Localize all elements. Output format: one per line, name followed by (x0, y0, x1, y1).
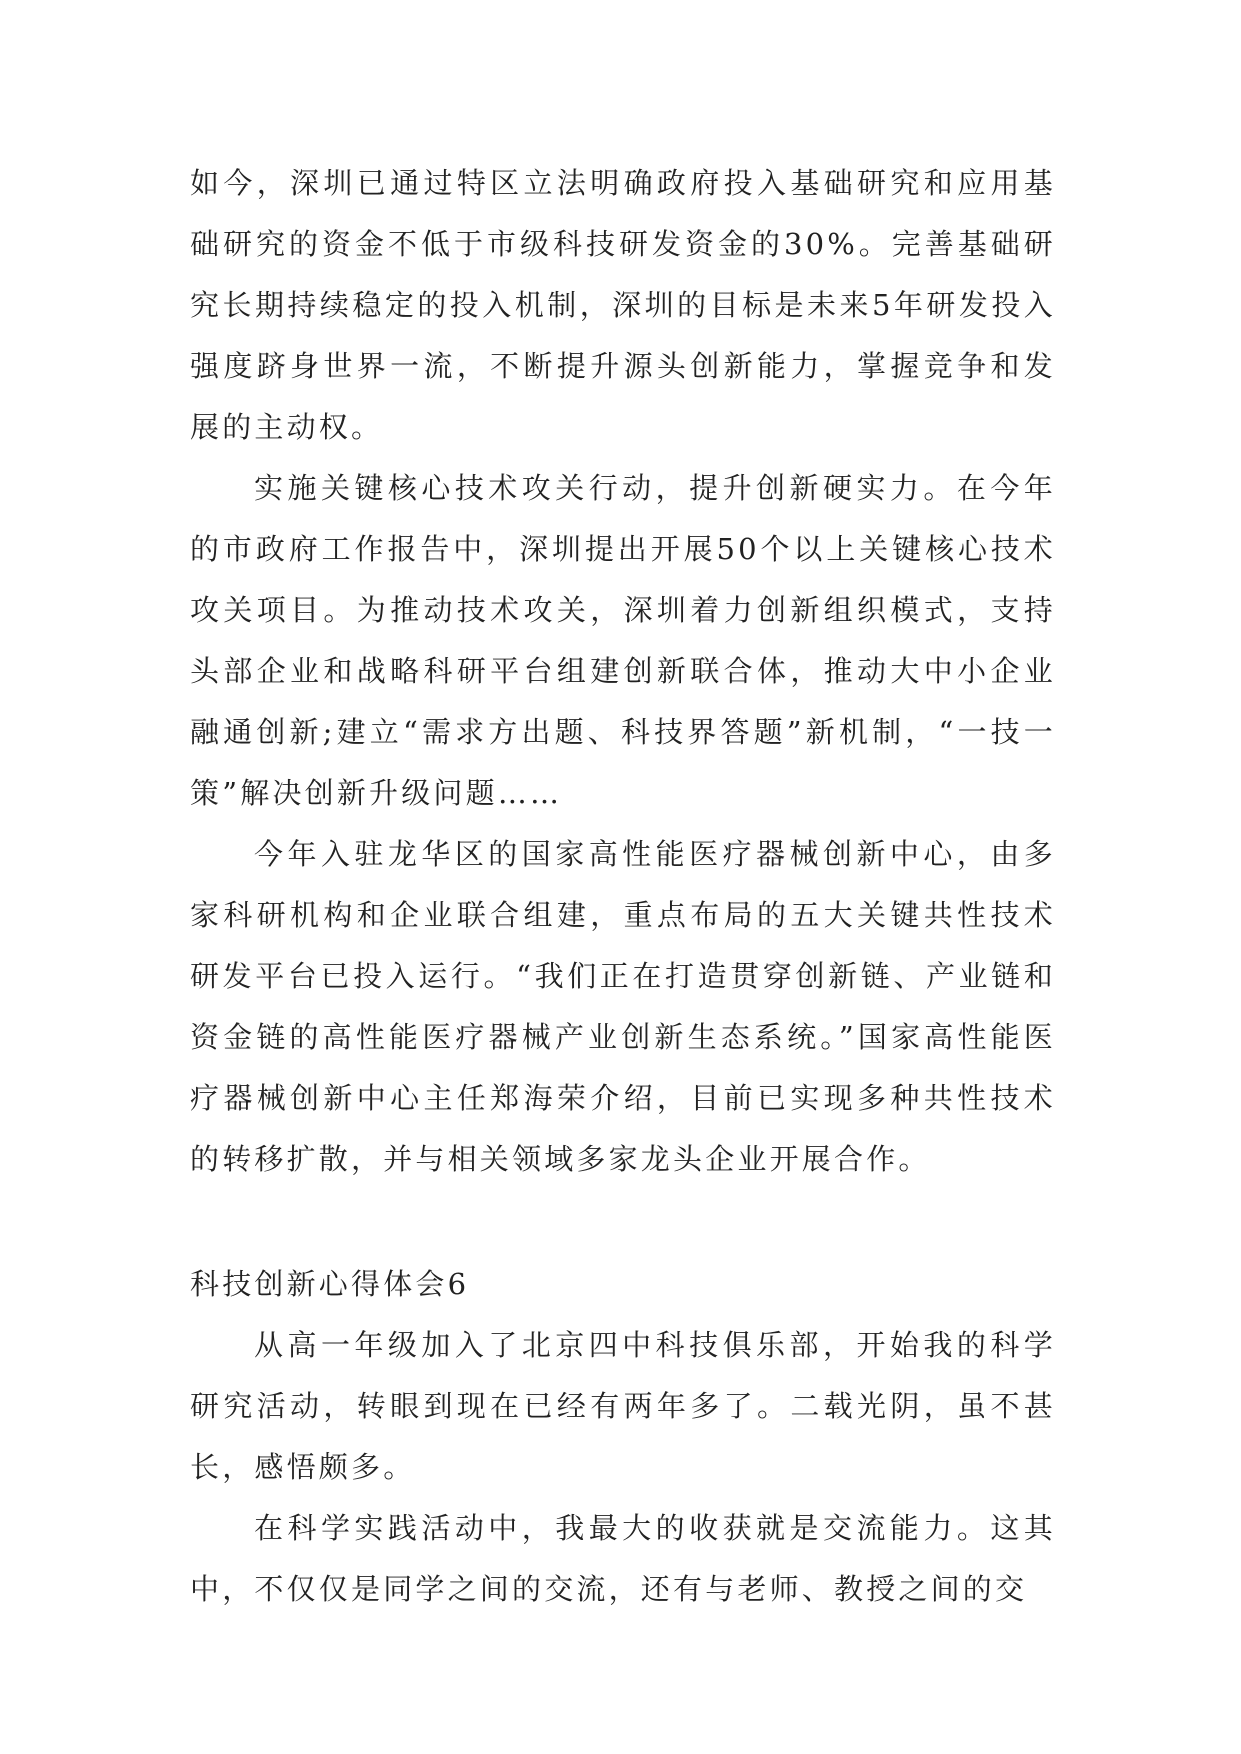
paragraph-medical-device-center: 今年入驻龙华区的国家高性能医疗器械创新中心，由多家科研机构和企业联合组建，重点布局的五大关键共性技术研发平台已投入运行。“我们正在打造贯穿创新链、产业链和资金链的高性能医疗器械产业创新生态系统。”国家高性能医疗器械创新中心主任郑海荣介绍，目前已实现多种共性技术的转移扩散，并与相关领域多家龙头企业开展合作。 (190, 837, 1056, 1176)
paragraph-club-intro: 从高一年级加入了北京四中科技俱乐部，开始我的科学研究活动，转眼到现在已经有两年多了。二载光阴，虽不甚长，感悟颇多。 (190, 1328, 1056, 1484)
section-gap (190, 1190, 1056, 1254)
section-heading: 科技创新心得体会6 (190, 1267, 470, 1301)
document-body (190, 153, 1056, 1620)
paragraph-communication: 在科学实践活动中，我最大的收获就是交流能力。这其中，不仅仅是同学之间的交流，还有与老师、教授之间的交 (190, 1511, 1056, 1606)
paragraph-key-technology: 实施关键核心技术攻关行动，提升创新硬实力。在今年的市政府工作报告中，深圳提出开展50个以上关键核心技术攻关项目。为推动技术攻关，深圳着力创新组织模式，支持头部企业和战略科研平台组建创新联合体，推动大中小企业融通创新;建立“需求方出题、科技界答题”新机制，“一技一策”解决创新升级问题…… (190, 471, 1056, 810)
paragraph-funding: 如今，深圳已通过特区立法明确政府投入基础研究和应用基础研究的资金不低于市级科技研发资金的30%。完善基础研究长期持续稳定的投入机制，深圳的目标是未来5年研发投入强度跻身世界一流，不断提升源头创新能力，掌握竞争和发展的主动权。 (190, 166, 1056, 444)
